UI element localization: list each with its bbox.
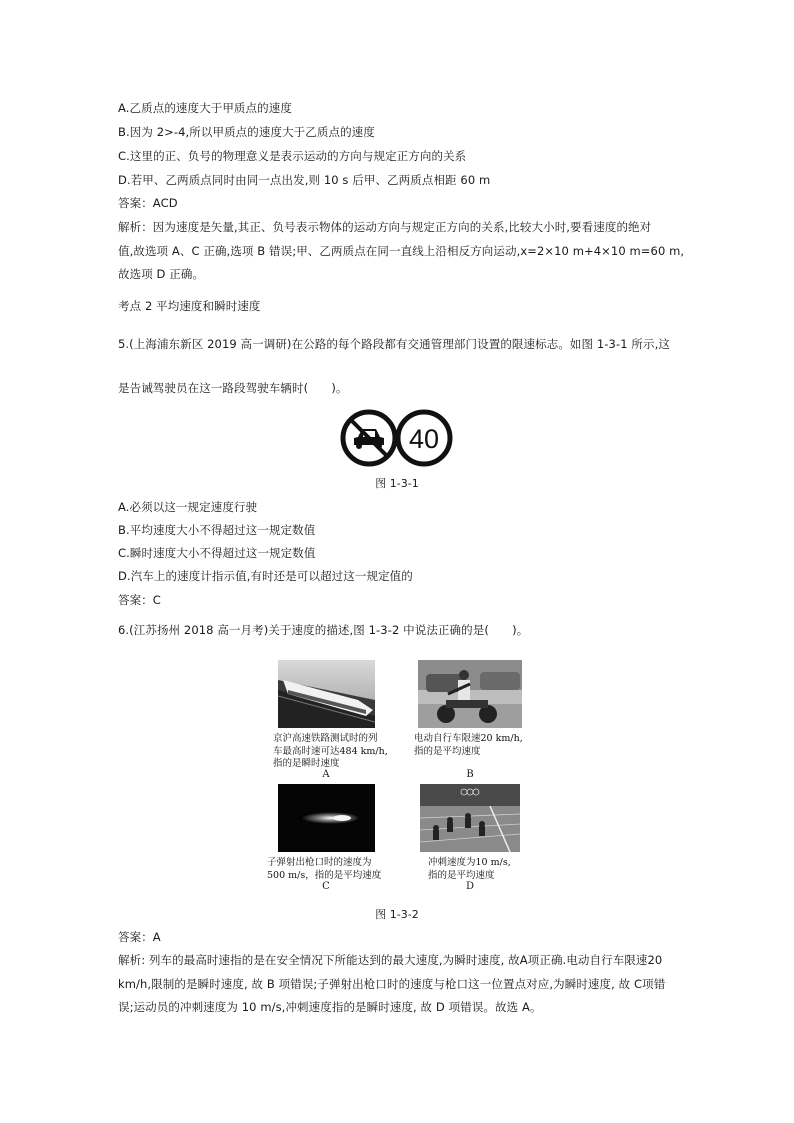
explanation-line: 值,故选项 A、C 正确,选项 B 错误;甲、乙两质点在同一直线上沿相反方向运动,x=2×10 m+4×10 m=60 m, xyxy=(118,244,685,258)
question-stem: 5.(上海浦东新区 2019 高一调研)在公路的每个路段都有交通管理部门设置的限速标志。如图 1-3-1 所示,这 xyxy=(118,337,670,351)
panel-a-caption-line: 京沪高速铁路测试时的列 xyxy=(273,733,378,744)
panel-c-caption-line: 500 m/s，指的是平均速度 xyxy=(267,870,382,881)
speed-limit-sign xyxy=(398,412,450,464)
panel-b-caption-line: 电动自行车限速20 km/h, xyxy=(414,733,523,744)
panel-d-caption-line: 冲刺速度为10 m/s, xyxy=(428,857,511,868)
panel-d-label: D xyxy=(465,881,475,892)
no-overtaking-sign xyxy=(343,412,395,464)
option-a: A.乙质点的速度大于甲质点的速度 xyxy=(118,101,292,115)
panel-d-caption-line: 指的是平均速度 xyxy=(428,870,495,881)
option-b: B.因为 2>-4,所以甲质点的速度大于乙质点的速度 xyxy=(118,125,375,139)
panel-c-caption-line: 子弹射出枪口时的速度为 xyxy=(267,857,372,868)
ebike-photo xyxy=(418,660,522,728)
panel-c-label: C xyxy=(322,881,330,892)
figure-caption: 图 1-3-1 xyxy=(375,477,419,490)
option-a: A.必须以这一规定速度行驶 xyxy=(118,500,258,514)
question-stem: 6.(江苏扬州 2018 高一月考)关于速度的描述,图 1-3-2 中说法正确的是( )。 xyxy=(118,623,529,637)
option-c: C.这里的正、负号的物理意义是表示运动的方向与规定正方向的关系 xyxy=(118,149,467,163)
answer: 答案：A xyxy=(118,930,161,944)
figure-caption: 图 1-3-2 xyxy=(375,908,419,921)
panel-a-caption-line: 车最高时速可达484 km/h, xyxy=(273,746,388,757)
bullet-photo xyxy=(278,784,375,852)
explanation-line: km/h,限制的是瞬时速度, 故 B 项错误;子弹射出枪口时的速度与枪口这一位置点对应,为瞬时速度, 故 C项错 xyxy=(118,977,666,991)
speed-limit-number: 40 xyxy=(408,424,440,454)
answer: 答案：C xyxy=(118,593,161,607)
answer: 答案：ACD xyxy=(118,196,178,210)
option-d: D.若甲、乙两质点同时由同一点出发,则 10 s 后甲、乙两质点相距 60 m xyxy=(118,173,491,187)
option-c: C.瞬时速度大小不得超过这一规定数值 xyxy=(118,546,316,560)
sprinters-photo xyxy=(420,784,520,852)
option-d: D.汽车上的速度计指示值,有时还是可以超过这一规定值的 xyxy=(118,569,413,583)
train-photo xyxy=(278,660,375,728)
panel-b-label: B xyxy=(466,769,474,780)
option-b: B.平均速度大小不得超过这一规定数值 xyxy=(118,523,316,537)
section-title: 考点 2 平均速度和瞬时速度 xyxy=(118,299,261,313)
panel-a-caption-line: 指的是瞬时速度 xyxy=(273,758,340,769)
panel-b-caption-line: 指的是平均速度 xyxy=(414,746,481,757)
explanation-line: 解析: 列车的最高时速指的是在安全情况下所能达到的最大速度,为瞬时速度, 故A项正确.电动自行车限速20 xyxy=(118,953,663,967)
panel-a-label: A xyxy=(322,769,330,780)
explanation-line: 故选项 D 正确。 xyxy=(118,267,205,281)
explanation-line: 误;运动员的冲刺速度为 10 m/s,冲刺速度指的是瞬时速度, 故 D 项错误。故选 A。 xyxy=(118,1000,542,1014)
traffic-signs-figure xyxy=(340,408,455,468)
explanation-line: 解析：因为速度是矢量,其正、负号表示物体的运动方向与规定正方向的关系,比较大小时,要看速度的绝对 xyxy=(118,220,652,234)
question-stem: 是告诫驾驶员在这一路段驾驶车辆时( )。 xyxy=(118,381,348,395)
